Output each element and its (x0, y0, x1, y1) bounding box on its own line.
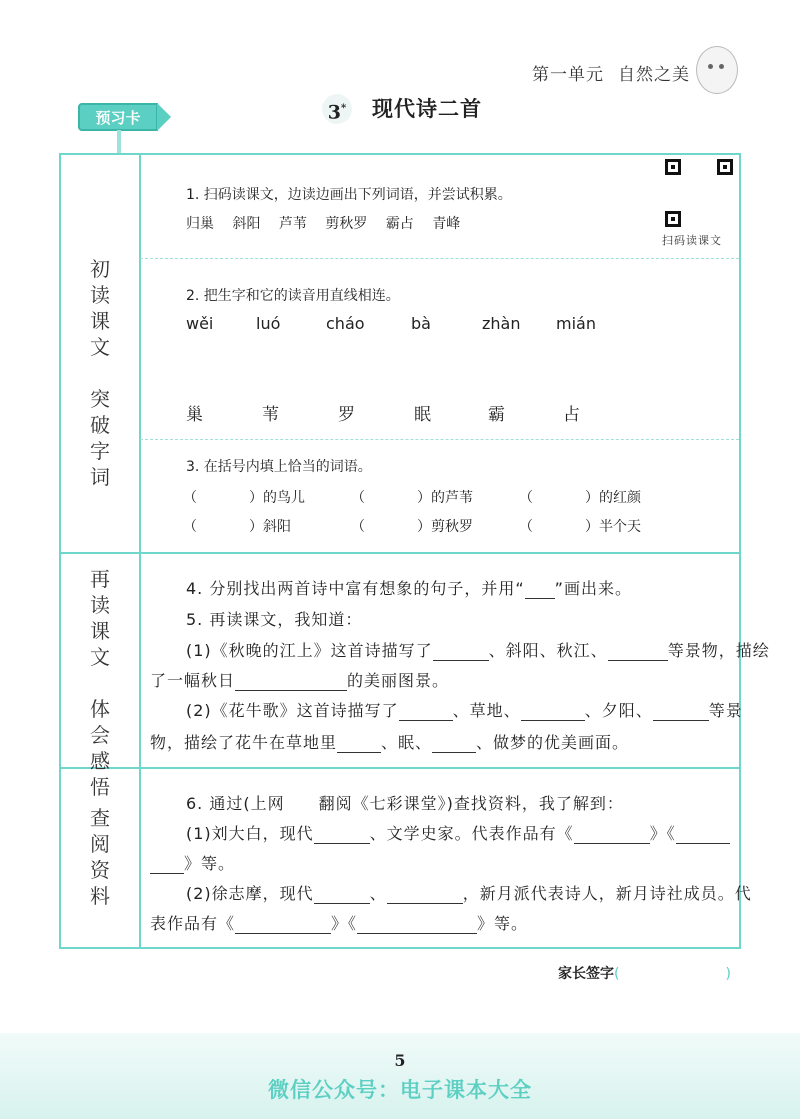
text: 》《 (331, 914, 358, 933)
word: 青峰 (432, 216, 461, 232)
mascot-face-icon (696, 46, 738, 94)
qr-code-icon[interactable] (665, 159, 733, 227)
fill-blank[interactable] (433, 644, 489, 661)
char-item: 罗 (338, 405, 355, 425)
section-label-first-read (61, 256, 139, 490)
q6-line (150, 851, 235, 874)
item-text: 的鸟儿 (263, 490, 305, 506)
wechat-watermark: 微信公众号：电子课本大全 (268, 1078, 532, 1102)
fill-blank[interactable] (150, 857, 184, 874)
lesson-number (322, 94, 352, 124)
side-char: 突 (90, 387, 110, 411)
text: (2)徐志摩，现代 (186, 884, 314, 903)
text: 、斜阳、秋江、 (488, 641, 608, 660)
paren: ） (249, 519, 263, 535)
underline-sample (525, 582, 555, 599)
side-char: 读 (90, 593, 110, 617)
paren: （ (519, 490, 533, 506)
text: 物，描绘了花牛在草地里 (150, 733, 338, 752)
text: 、做梦的优美画面。 (476, 733, 630, 752)
q6-prompt: 6. 通过(上网 翻阅《七彩课堂》)查找资料，我了解到： (186, 794, 624, 813)
paren: ) (725, 966, 731, 982)
text: 等景物，描绘 (667, 641, 770, 660)
q5-line (186, 638, 770, 661)
fill-blank[interactable] (399, 704, 453, 721)
text: 的美丽图景。 (347, 671, 450, 690)
lesson-title: 现代诗二首 (372, 97, 482, 121)
paren: ） (417, 490, 431, 506)
section-divider-1 (61, 552, 739, 554)
unit-theme: 自然之美 (618, 65, 690, 85)
q3-item (519, 487, 641, 507)
text: 、文学史家。代表作品有《 (369, 824, 574, 843)
side-char: 料 (90, 884, 110, 908)
word: 剪秋罗 (325, 216, 368, 232)
item-text: 剪秋罗 (431, 519, 473, 535)
q5-line (186, 698, 743, 721)
side-char: 体 (90, 697, 110, 721)
section-label-reread (61, 566, 139, 800)
q6-line (186, 881, 752, 904)
q4-text-a: 4. 分别找出两首诗中富有想象的句子，并用“ (186, 579, 525, 598)
q6-line (186, 821, 730, 844)
fill-blank[interactable] (574, 827, 650, 844)
fill-blank[interactable] (314, 887, 370, 904)
qr-eye (665, 159, 681, 175)
item-text: 斜阳 (263, 519, 291, 535)
q6-line (150, 911, 528, 934)
q1-prompt: 1. 扫码读课文，边读边画出下列词语，并尝试积累。 (186, 187, 512, 203)
char-item: 苇 (262, 405, 279, 425)
side-char: 破 (90, 413, 110, 437)
side-char: 查 (90, 806, 110, 830)
side-char: 感 (90, 749, 110, 773)
q5-line (150, 730, 629, 753)
section-divider-2 (61, 767, 739, 769)
side-char: 初 (90, 257, 110, 281)
side-char: 字 (90, 439, 110, 463)
q5-prompt: 5. 再读课文，我知道： (186, 610, 363, 629)
q3-item (183, 516, 291, 536)
q4-prompt (186, 576, 632, 599)
q3-prompt: 3. 在括号内填上恰当的词语。 (186, 459, 372, 475)
text: 了一幅秋日 (150, 671, 236, 690)
paren: （ (351, 519, 365, 535)
pinyin-item: bà (411, 314, 431, 333)
q4-text-b: ”画出来。 (554, 579, 632, 598)
parent-signature (558, 963, 731, 983)
word: 斜阳 (232, 216, 261, 232)
text: 》《 (649, 824, 676, 843)
column-divider (139, 155, 141, 947)
word: 霸占 (385, 216, 414, 232)
text: ，新月派代表诗人，新月诗社成员。代 (462, 884, 752, 903)
fill-blank[interactable] (235, 674, 347, 691)
q3-item (183, 487, 305, 507)
fill-blank[interactable] (608, 644, 668, 661)
tag-post (117, 130, 121, 154)
word: 归巢 (186, 216, 214, 232)
paren: ） (585, 519, 599, 535)
preview-card-tag (78, 103, 174, 131)
char-item: 占 (563, 405, 580, 425)
qr-eye (665, 211, 681, 227)
text: 》等。 (477, 914, 529, 933)
row-divider-q2 (140, 439, 739, 441)
fill-blank[interactable] (314, 827, 370, 844)
side-char: 文 (90, 335, 110, 359)
paren: ） (249, 490, 263, 506)
side-char: 读 (90, 283, 110, 307)
paren: ） (417, 519, 431, 535)
side-char: 悟 (90, 775, 110, 799)
pinyin-item: cháo (326, 314, 365, 333)
side-char: 再 (90, 567, 110, 591)
page-number: 5 (394, 1051, 406, 1070)
text: 》等。 (184, 854, 236, 873)
item-text: 半个天 (599, 519, 641, 535)
char-item: 眠 (414, 405, 431, 425)
q1-words (186, 213, 460, 233)
item-text: 的红颜 (599, 490, 641, 506)
tag-label: 预习卡 (78, 103, 158, 131)
section-label-research (61, 805, 139, 909)
fill-blank[interactable] (387, 887, 463, 904)
pinyin-item: mián (556, 314, 596, 333)
q2-prompt: 2. 把生字和它的读音用直线相连。 (186, 288, 400, 304)
word: 芦苇 (278, 216, 307, 232)
lesson-number-value: 3 (327, 101, 341, 124)
side-char: 课 (90, 619, 110, 643)
q3-item (351, 487, 473, 507)
pinyin-item: luó (256, 314, 281, 333)
item-text: 的芦苇 (431, 490, 473, 506)
char-item: 巢 (186, 405, 203, 425)
side-char: 阅 (90, 832, 110, 856)
unit-label (518, 60, 690, 85)
text: 等景 (708, 701, 743, 720)
side-char: 词 (90, 465, 110, 489)
side-char: 课 (90, 309, 110, 333)
fill-blank[interactable] (676, 827, 730, 844)
unit-name: 第一单元 (532, 65, 604, 85)
paren: （ (183, 490, 197, 506)
side-char: 文 (90, 645, 110, 669)
text: 、草地、 (452, 701, 521, 720)
sign-label: 家长签字 (558, 966, 614, 982)
text: 、眠、 (381, 733, 433, 752)
pinyin-item: zhàn (482, 314, 521, 333)
text: 、夕阳、 (584, 701, 653, 720)
text: 、 (369, 884, 387, 903)
qr-caption: 扫码读课文 (662, 234, 722, 247)
side-char: 会 (90, 723, 110, 747)
paren: （ (351, 490, 365, 506)
char-item: 霸 (488, 405, 505, 425)
text: (1)刘大白，现代 (186, 824, 314, 843)
row-divider-q1 (140, 258, 739, 260)
paren: ） (585, 490, 599, 506)
paren: ( (614, 966, 620, 982)
fill-blank[interactable] (521, 704, 585, 721)
q3-item (519, 516, 641, 536)
q5-line (150, 668, 449, 691)
text: (1)《秋晚的江上》这首诗描写了 (186, 641, 433, 660)
lesson-star: * (341, 103, 347, 114)
q3-item (351, 516, 473, 536)
fill-blank[interactable] (432, 736, 476, 753)
fill-blank[interactable] (357, 917, 477, 934)
text: (2)《花牛歌》这首诗描写了 (186, 701, 399, 720)
fill-blank[interactable] (235, 917, 331, 934)
fill-blank[interactable] (653, 704, 709, 721)
qr-eye (717, 159, 733, 175)
pinyin-item: wěi (186, 314, 214, 333)
fill-blank[interactable] (337, 736, 381, 753)
tag-arrow-icon (157, 103, 171, 131)
paren: （ (183, 519, 197, 535)
text: 表作品有《 (150, 914, 236, 933)
side-char: 资 (90, 858, 110, 882)
paren: （ (519, 519, 533, 535)
